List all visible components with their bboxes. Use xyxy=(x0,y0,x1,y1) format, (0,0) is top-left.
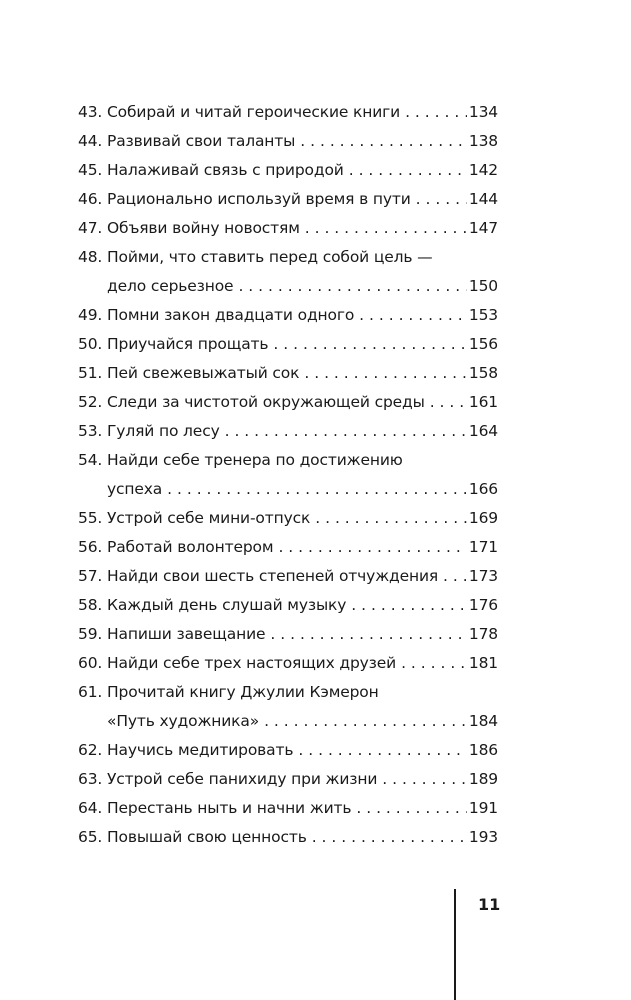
toc-entry-title: Налаживай связь с природой xyxy=(107,161,344,179)
toc-entry-page: 189 xyxy=(468,770,498,788)
toc-entry[interactable] xyxy=(78,823,498,852)
toc-entry-line xyxy=(78,127,498,156)
toc-entry-line xyxy=(78,359,498,388)
toc-entry[interactable] xyxy=(78,156,498,185)
toc-entry-title: Пойми, что ставить перед собой цель — xyxy=(107,248,433,266)
toc-entry[interactable] xyxy=(78,417,498,446)
toc-entry-number: 58. xyxy=(78,596,103,614)
toc-entry-page: 147 xyxy=(468,219,498,237)
toc-entry-line xyxy=(78,620,498,649)
toc-entry-line xyxy=(78,475,498,504)
dot-leader xyxy=(359,301,467,330)
toc-entry-number: 49. xyxy=(78,306,103,324)
toc-entry-number: 57. xyxy=(78,567,103,585)
toc-entry[interactable] xyxy=(78,301,498,330)
toc-entry-page: 134 xyxy=(468,103,498,121)
toc-entry-number: 45. xyxy=(78,161,103,179)
dot-leader xyxy=(382,765,467,794)
dot-leader xyxy=(300,127,467,156)
toc-entry-line xyxy=(78,562,498,591)
toc-entry-page: 184 xyxy=(468,712,498,730)
dot-leader xyxy=(298,736,466,765)
toc-entry-line xyxy=(78,330,498,359)
toc-entry-page: 166 xyxy=(468,480,498,498)
toc-entry[interactable] xyxy=(78,620,498,649)
toc-entry-number: 54. xyxy=(78,451,103,469)
toc-entry-page: 138 xyxy=(468,132,498,150)
toc-entry-number: 61. xyxy=(78,683,103,701)
toc-entry-title: Объяви войну новостям xyxy=(107,219,300,237)
toc-entry-page: 169 xyxy=(468,509,498,527)
toc-entry-page: 153 xyxy=(468,306,498,324)
toc-entry-number: 44. xyxy=(78,132,103,150)
toc-entry-number: 52. xyxy=(78,393,103,411)
toc-entry-title: Научись медитировать xyxy=(107,741,294,759)
toc-entry-title: дело серьезное xyxy=(107,277,234,295)
toc-entry-line xyxy=(78,533,498,562)
toc-entry[interactable] xyxy=(78,504,498,533)
toc-entry-page: 150 xyxy=(468,277,498,295)
toc-entry-number: 48. xyxy=(78,248,103,266)
table-of-contents xyxy=(78,98,498,852)
toc-entry-page: 186 xyxy=(468,741,498,759)
toc-entry-line xyxy=(78,794,498,823)
dot-leader xyxy=(312,823,467,852)
toc-entry-line xyxy=(78,98,498,127)
dot-leader xyxy=(401,649,467,678)
toc-entry-page: 158 xyxy=(468,364,498,382)
toc-entry-title: Помни закон двадцати одного xyxy=(107,306,355,324)
toc-entry-line xyxy=(78,156,498,185)
dot-leader xyxy=(273,330,466,359)
toc-entry[interactable] xyxy=(78,678,498,736)
toc-entry-title: Работай волонтером xyxy=(107,538,274,556)
dot-leader xyxy=(356,794,467,823)
toc-entry-line xyxy=(78,272,498,301)
dot-leader xyxy=(225,417,467,446)
toc-entry-number: 56. xyxy=(78,538,103,556)
toc-entry-number: 55. xyxy=(78,509,103,527)
toc-entry-number: 50. xyxy=(78,335,103,353)
toc-entry[interactable] xyxy=(78,591,498,620)
toc-entry-title: Напиши завещание xyxy=(107,625,266,643)
dot-leader xyxy=(264,707,467,736)
toc-entry-page: 173 xyxy=(468,567,498,585)
toc-entry-title: Пей свежевыжатый сок xyxy=(107,364,300,382)
toc-entry[interactable] xyxy=(78,736,498,765)
toc-entry-title: Найди себе тренера по достижению xyxy=(107,451,403,469)
toc-entry-line xyxy=(78,185,498,214)
toc-entry-line xyxy=(78,707,498,736)
page-number-rule xyxy=(454,889,456,1000)
dot-leader xyxy=(405,98,467,127)
toc-entry-line xyxy=(78,504,498,533)
toc-entry[interactable] xyxy=(78,98,498,127)
toc-entry-title: Развивай свои таланты xyxy=(107,132,296,150)
toc-entry-title: Прочитай книгу Джулии Кэмерон xyxy=(107,683,379,701)
dot-leader xyxy=(278,533,466,562)
toc-entry-line xyxy=(78,765,498,794)
toc-entry-number: 65. xyxy=(78,828,103,846)
toc-entry-number: 64. xyxy=(78,799,103,817)
toc-entry[interactable] xyxy=(78,562,498,591)
toc-entry-title: Устрой себе мини-отпуск xyxy=(107,509,311,527)
dot-leader xyxy=(305,214,467,243)
toc-entry-number: 59. xyxy=(78,625,103,643)
toc-entry-line xyxy=(78,301,498,330)
toc-entry[interactable] xyxy=(78,649,498,678)
dot-leader xyxy=(315,504,467,533)
toc-entry[interactable] xyxy=(78,330,498,359)
toc-entry-number: 43. xyxy=(78,103,103,121)
toc-entry-title: Рационально используй время в пути xyxy=(107,190,411,208)
toc-entry-line xyxy=(78,649,498,678)
toc-entry[interactable] xyxy=(78,185,498,214)
dot-leader xyxy=(416,185,467,214)
toc-entry-title: Найди свои шесть степеней отчуждения xyxy=(107,567,439,585)
toc-entry[interactable] xyxy=(78,214,498,243)
toc-entry-line xyxy=(78,243,498,272)
toc-entry-number: 62. xyxy=(78,741,103,759)
toc-entry-page: 171 xyxy=(468,538,498,556)
toc-entry[interactable] xyxy=(78,388,498,417)
toc-entry[interactable] xyxy=(78,794,498,823)
toc-entry-title: «Путь художника» xyxy=(107,712,260,730)
toc-entry-line xyxy=(78,678,498,707)
toc-entry-page: 156 xyxy=(468,335,498,353)
toc-entry[interactable] xyxy=(78,533,498,562)
toc-entry-page: 142 xyxy=(468,161,498,179)
toc-entry[interactable] xyxy=(78,765,498,794)
toc-entry-title: Следи за чистотой окружающей среды xyxy=(107,393,425,411)
toc-entry[interactable] xyxy=(78,243,498,301)
toc-entry-number: 53. xyxy=(78,422,103,440)
toc-entry[interactable] xyxy=(78,359,498,388)
dot-leader xyxy=(351,591,467,620)
dot-leader xyxy=(443,562,467,591)
toc-entry-number: 46. xyxy=(78,190,103,208)
toc-entry-title: Каждый день слушай музыку xyxy=(107,596,347,614)
toc-entry-title: Приучайся прощать xyxy=(107,335,269,353)
dot-leader xyxy=(430,388,467,417)
toc-entry-line xyxy=(78,388,498,417)
toc-entry-number: 51. xyxy=(78,364,103,382)
toc-entry-number: 60. xyxy=(78,654,103,672)
toc-entry-number: 47. xyxy=(78,219,103,237)
toc-entry-page: 181 xyxy=(468,654,498,672)
toc-entry-page: 164 xyxy=(468,422,498,440)
toc-entry-title: Перестань ныть и начни жить xyxy=(107,799,352,817)
toc-entry[interactable] xyxy=(78,446,498,504)
toc-entry-page: 193 xyxy=(468,828,498,846)
toc-entry-title: Гуляй по лесу xyxy=(107,422,220,440)
toc-entry-line xyxy=(78,417,498,446)
dot-leader xyxy=(167,475,467,504)
toc-entry-line xyxy=(78,214,498,243)
toc-entry-title: успеха xyxy=(107,480,163,498)
dot-leader xyxy=(349,156,467,185)
toc-entry-line xyxy=(78,591,498,620)
dot-leader xyxy=(238,272,466,301)
toc-entry-title: Собирай и читай героические книги xyxy=(107,103,401,121)
toc-entry-line xyxy=(78,736,498,765)
dot-leader xyxy=(270,620,466,649)
toc-entry-title: Найди себе трех настоящих друзей xyxy=(107,654,397,672)
toc-entry-page: 144 xyxy=(468,190,498,208)
toc-entry-page: 178 xyxy=(468,625,498,643)
dot-leader xyxy=(304,359,467,388)
toc-entry-page: 161 xyxy=(468,393,498,411)
toc-entry-title: Повышай свою ценность xyxy=(107,828,307,846)
toc-entry-title: Устрой себе панихиду при жизни xyxy=(107,770,378,788)
toc-entry-line xyxy=(78,823,498,852)
toc-entry-line xyxy=(78,446,498,475)
toc-entry-page: 191 xyxy=(468,799,498,817)
toc-entry-page: 176 xyxy=(468,596,498,614)
toc-entry-number: 63. xyxy=(78,770,103,788)
toc-entry[interactable] xyxy=(78,127,498,156)
page-number: 11 xyxy=(478,895,501,914)
